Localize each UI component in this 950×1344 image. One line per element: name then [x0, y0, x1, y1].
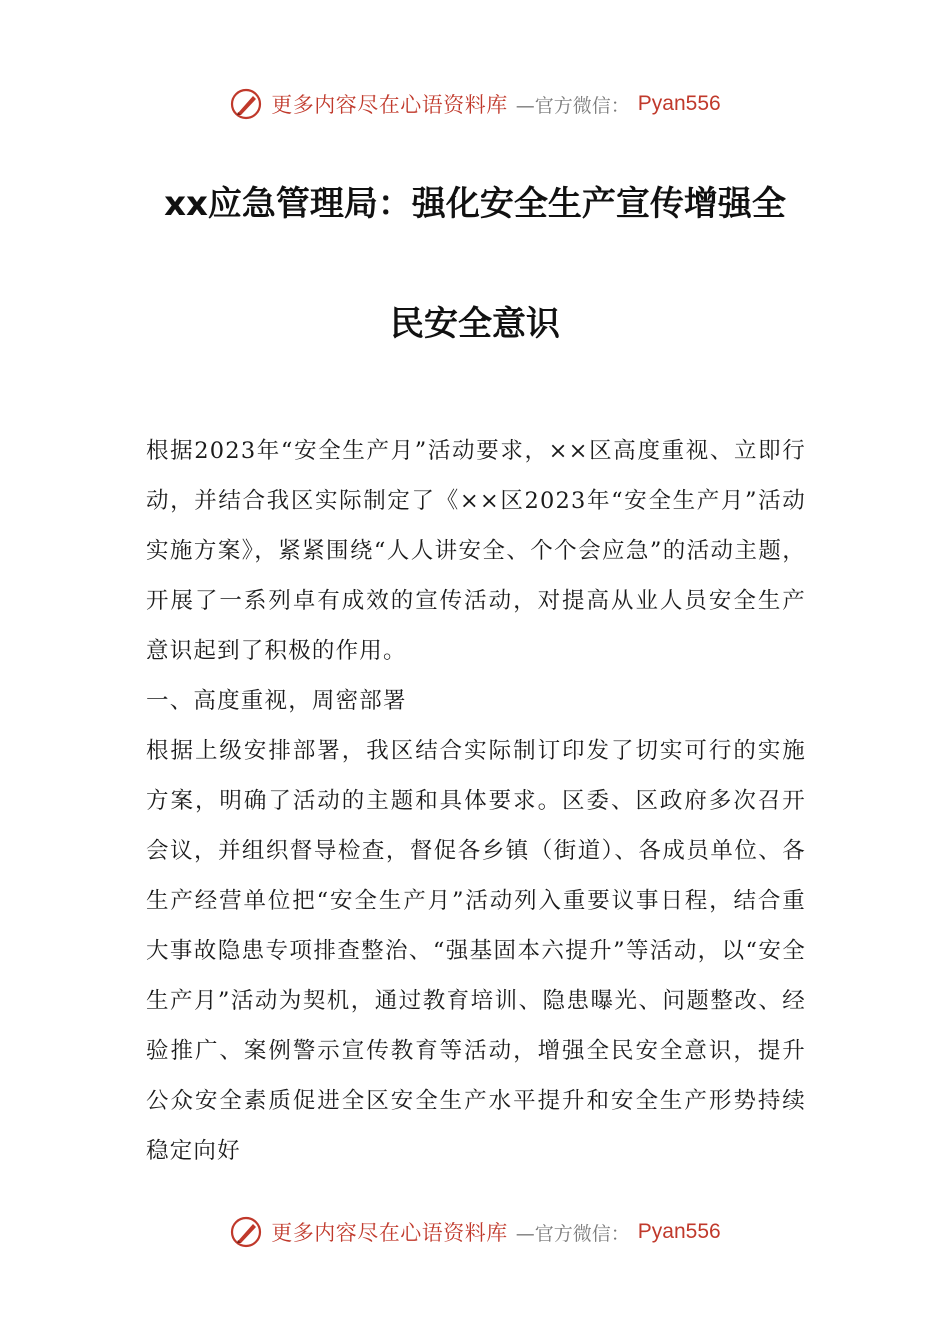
document-title-line-1: xx应急管理局：强化安全生产宣传增强全: [164, 184, 786, 224]
watermark-text: 更多内容尽在心语资料库: [271, 1221, 508, 1245]
document-body: [146, 426, 806, 1176]
header-watermark: [0, 84, 950, 124]
intro-paragraph: 根据2023年“安全生产月”活动要求，××区高度重视、立即行动，并结合我区实际制定了《××区2023年“安全生产月”活动实施方案》，紧紧围绕“人人讲安全、个个会应急”的活动主题，开展了一系列卓有成效的宣传活动，对提高从业人员安全生产意识起到了积极的作用。: [146, 438, 806, 664]
quill-logo-icon: [229, 87, 263, 121]
watermark-separator: —官方微信：: [515, 1222, 630, 1245]
watermark-wechat-id: Pyan556: [637, 92, 721, 115]
watermark-text: 更多内容尽在心语资料库: [271, 93, 508, 117]
section-paragraph: 根据上级安排部署，我区结合实际制订印发了切实可行的实施方案，明确了活动的主题和具体要求。区委、区政府多次召开会议，并组织督导检查，督促各乡镇（街道）、各成员单位、各生产经营单位把“安全生产月”活动列入重要议事日程，结合重大事故隐患专项排查整治、“强基固本六提升”等活动，以“安全生产月”活动为契机，通过教育培训、隐患曝光、问题整改、经验推广、案例警示宣传教育等活动，增强全民安全意识，提升公众安全素质促进全区安全生产水平提升和安全生产形势持续稳定向好: [146, 738, 806, 1164]
watermark-wechat-id: Pyan556: [637, 1220, 721, 1243]
quill-logo-icon: [229, 1215, 263, 1249]
document-title-line-2: 民安全意识: [390, 304, 560, 344]
footer-watermark: [0, 1212, 950, 1252]
section-heading: 一、高度重视，周密部署: [146, 688, 407, 714]
watermark-separator: —官方微信：: [515, 94, 630, 117]
